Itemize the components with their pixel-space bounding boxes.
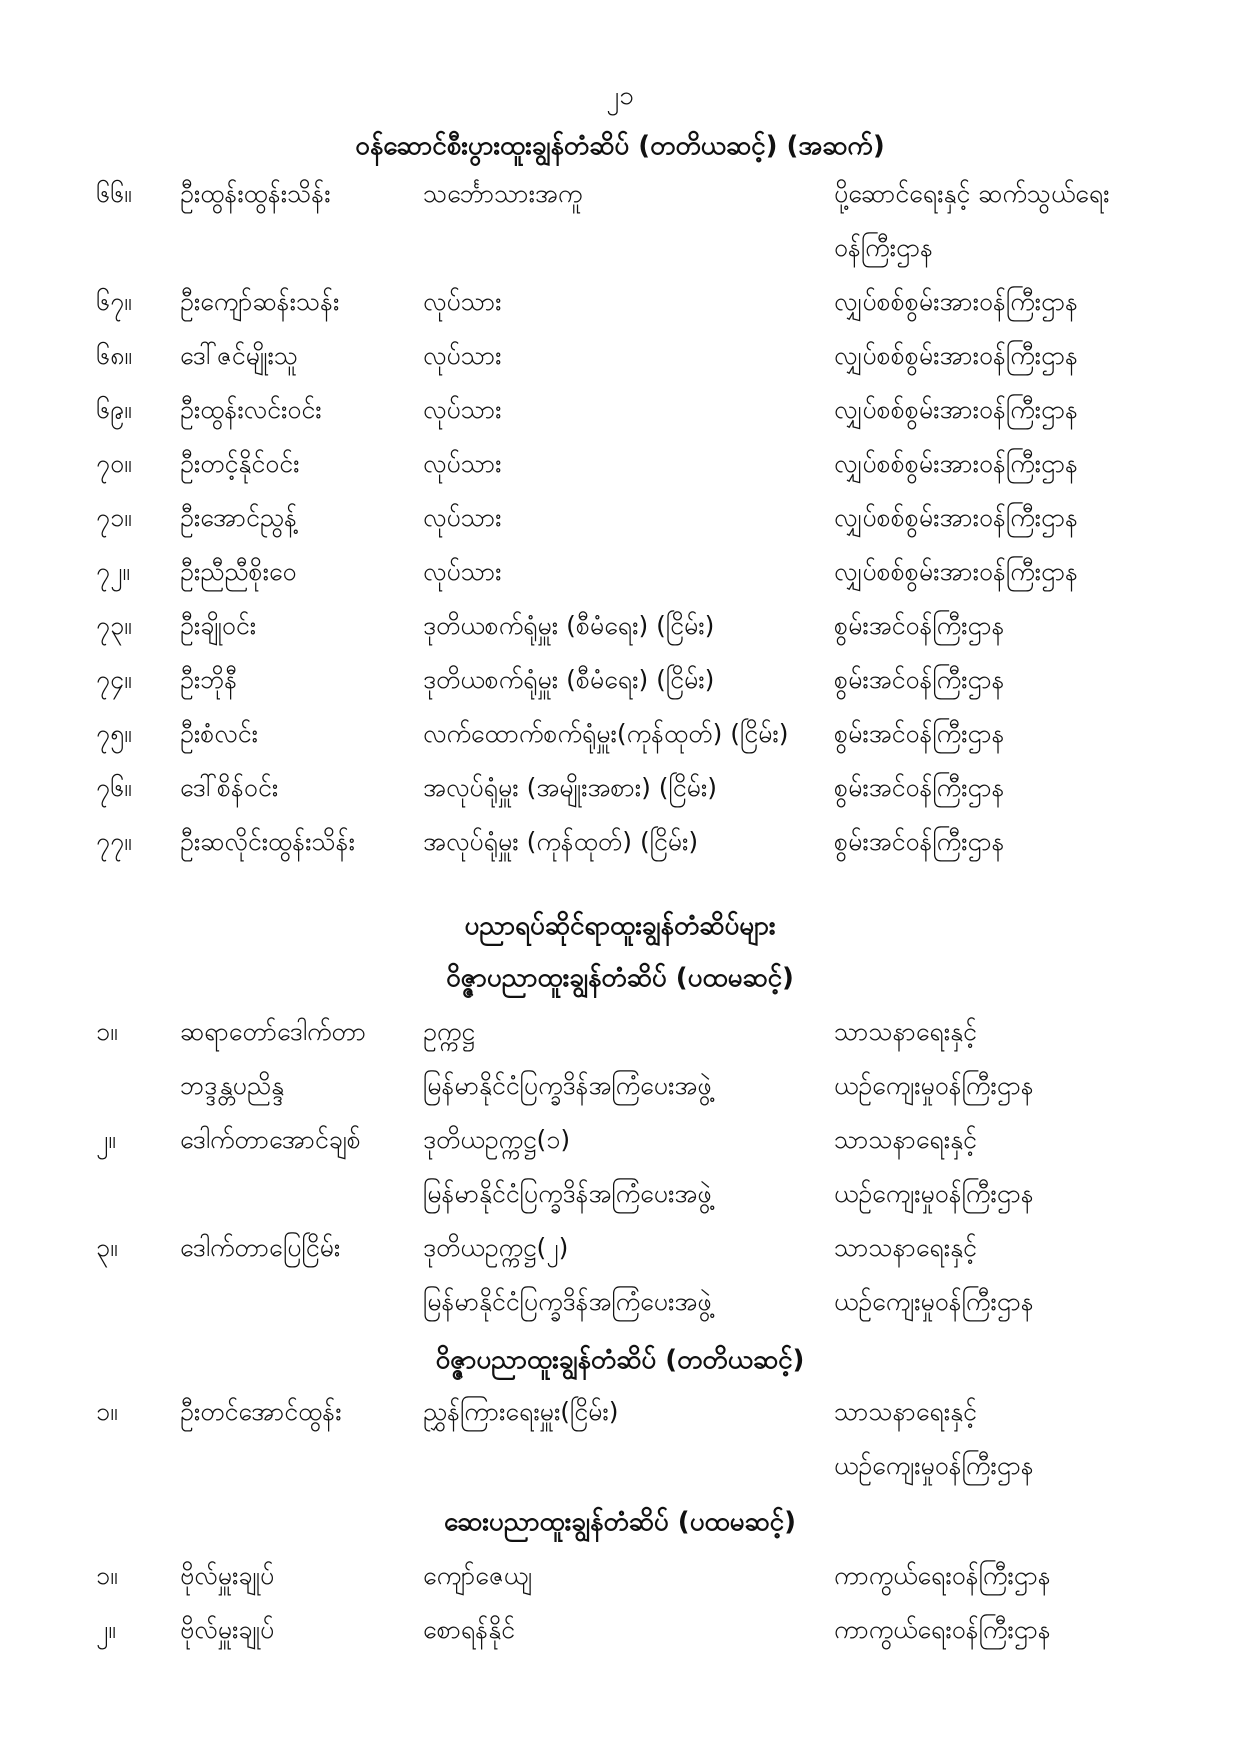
recipient-title: လုပ်သား [423,449,502,478]
section-heading-scholar-awards: ပညာရပ်ဆိုင်ရာထူးချွန်တံဆိပ်များ [464,911,776,941]
recipient-title: ကျော်ဇေယျ [423,1561,532,1590]
recipient-name: ဒေါက်တာပြေငြိမ်း [180,1233,341,1262]
table-row [0,556,1240,610]
recipient-title: ဥက္ကဋ္ဌ [423,1017,475,1046]
ministry: စွမ်းအင်ဝန်ကြီးဌာန [834,773,1005,802]
row-number: ၂။ [96,1615,116,1644]
row-number: ၇၆။ [96,773,132,802]
recipient-title: လုပ်သား [423,395,502,424]
recipient-title: မြန်မာနိုင်ငံပြက္ခဒိန်အကြံပေးအဖွဲ့ [423,1071,712,1100]
recipient-title: အလုပ်ရုံမှူး (အမျိုးအစား) (ငြိမ်း) [423,773,717,802]
row-number: ၃။ [96,1233,118,1262]
row-number: ၇၂။ [96,557,130,586]
table-row [0,1396,1240,1450]
ministry: သာသနာရေးနှင့် [834,1125,977,1154]
recipient-title: စောရန်နိုင် [423,1615,515,1644]
row-number: ၁။ [96,1397,118,1426]
recipient-name: ဒေါ်စိန်ဝင်း [180,773,279,802]
recipient-name: ဦးညီညီစိုးဝေ [180,557,297,586]
ministry: ယဉ်ကျေးမှုဝန်ကြီးဌာန [834,1451,1034,1480]
recipient-name: ဦးထွန်းထွန်းသိန်း [180,179,331,208]
table-row [0,340,1240,394]
ministry: ယဉ်ကျေးမှုဝန်ကြီးဌာန [834,1179,1034,1208]
table-row-continuation [0,1450,1240,1504]
recipient-title: ဒုတိယဥက္ကဋ္ဌ(၁) [423,1125,571,1154]
row-number: ၂။ [96,1125,116,1154]
section-heading-arts-third: ဝိဇ္ဇာပညာထူးချွန်တံဆိပ် (တတိယဆင့်) [435,1345,805,1375]
recipient-title: အလုပ်ရုံမှူး (ကုန်ထုတ်) (ငြိမ်း) [423,827,699,856]
table-row-continuation [0,1178,1240,1232]
table-row-continuation [0,1286,1240,1340]
recipient-title: လုပ်သား [423,503,502,532]
section-heading-service: ဝန်ဆောင်စီးပွားထူးချွန်တံဆိပ် (တတိယဆင့်) (အဆက်) [355,131,885,161]
recipient-name: ဘဒ္ဒန္တပညိန္ဒ [180,1071,284,1100]
ministry: ဝန်ကြီးဌာန [834,233,934,262]
table-row [0,664,1240,718]
recipient-name: ဒေါက်တာအောင်ချစ် [180,1125,361,1154]
table-row-continuation [0,1070,1240,1124]
recipient-title: မြန်မာနိုင်ငံပြက္ခဒိန်အကြံပေးအဖွဲ့ [423,1179,712,1208]
ministry: စွမ်းအင်ဝန်ကြီးဌာန [834,719,1005,748]
recipient-name: ဦးဘိုနီ [180,665,238,694]
ministry: လျှပ်စစ်စွမ်းအားဝန်ကြီးဌာန [834,395,1079,424]
recipient-name: ဦးထွန်းလင်းဝင်း [180,395,322,424]
recipient-title: လက်ထောက်စက်ရုံမှူး(ကုန်ထုတ်) (ငြိမ်း) [423,719,789,748]
row-number: ၇၇။ [96,827,132,856]
recipient-title: ဒုတိယဥက္ကဋ္ဌ(၂) [423,1233,569,1262]
row-number: ၆၉။ [96,395,132,424]
recipient-name: ဗိုလ်မှူးချုပ် [180,1615,275,1644]
recipient-name: ဒေါ်ဇင်မျိုးသူ [180,341,298,370]
recipient-title: လုပ်သား [423,341,502,370]
ministry: သာသနာရေးနှင့် [834,1397,977,1426]
recipient-name: ဆရာတော်ဒေါက်တာ [180,1017,367,1046]
ministry: ကာကွယ်ရေးဝန်ကြီးဌာန [834,1615,1051,1644]
ministry: ယဉ်ကျေးမှုဝန်ကြီးဌာန [834,1287,1034,1316]
ministry: သာသနာရေးနှင့် [834,1233,977,1262]
row-number: ၇၅။ [96,719,132,748]
row-number: ၆၆။ [96,179,132,208]
recipient-name: ဦးစံလင်း [180,719,258,748]
table-row [0,1614,1240,1668]
table-row [0,1232,1240,1286]
recipient-name: ဦးဆလိုင်းထွန်းသိန်း [180,827,355,856]
recipient-name: ဦးတင့်နိုင်ဝင်း [180,449,300,478]
ministry: ကာကွယ်ရေးဝန်ကြီးဌာန [834,1561,1051,1590]
ministry: စွမ်းအင်ဝန်ကြီးဌာန [834,665,1005,694]
ministry: လျှပ်စစ်စွမ်းအားဝန်ကြီးဌာန [834,557,1079,586]
table-row [0,826,1240,880]
recipient-title: လုပ်သား [423,557,502,586]
table-row [0,1560,1240,1614]
ministry: ယဉ်ကျေးမှုဝန်ကြီးဌာန [834,1071,1034,1100]
ministry: သာသနာရေးနှင့် [834,1017,977,1046]
table-row [0,178,1240,232]
table-row [0,718,1240,772]
ministry: လျှပ်စစ်စွမ်းအားဝန်ကြီးဌာန [834,287,1079,316]
ministry: လျှပ်စစ်စွမ်းအားဝန်ကြီးဌာန [834,449,1079,478]
ministry: စွမ်းအင်ဝန်ကြီးဌာန [834,827,1005,856]
table-row [0,1016,1240,1070]
page-number: ၂၁ [606,81,634,111]
recipient-title: ဒုတိယစက်ရုံမှူး (စီမံရေး) (ငြိမ်း) [423,611,715,640]
recipient-name: ဦးတင်အောင်ထွန်း [180,1397,342,1426]
table-row [0,1124,1240,1178]
ministry: လျှပ်စစ်စွမ်းအားဝန်ကြီးဌာန [834,341,1079,370]
row-number: ၆၇။ [96,287,132,316]
section-heading-medical-first: ဆေးပညာထူးချွန်တံဆိပ် (ပထမဆင့်) [444,1507,796,1537]
row-number: ၇၄။ [96,665,132,694]
ministry: လျှပ်စစ်စွမ်းအားဝန်ကြီးဌာန [834,503,1079,532]
table-row [0,502,1240,556]
recipient-title: ဒုတိယစက်ရုံမှူး (စီမံရေး) (ငြိမ်း) [423,665,715,694]
ministry: စွမ်းအင်ဝန်ကြီးဌာန [834,611,1005,640]
section-heading-arts-first: ဝိဇ္ဇာပညာထူးချွန်တံဆိပ် (ပထမဆင့်) [446,963,794,993]
table-row [0,610,1240,664]
recipient-name: ဦးကျော်ဆန်းသန်း [180,287,340,316]
ministry: ပို့ဆောင်ရေးနှင့် ဆက်သွယ်ရေး [834,179,1110,208]
recipient-title: ညွှန်ကြားရေးမှူး(ငြိမ်း) [423,1397,619,1426]
table-row [0,394,1240,448]
recipient-title: လုပ်သား [423,287,502,316]
row-number: ၇၃။ [96,611,132,640]
table-row [0,286,1240,340]
recipient-title: သင်္ဘောသားအကူ [423,179,583,208]
row-number: ၁။ [96,1561,118,1590]
row-number: ၇၁။ [96,503,132,532]
recipient-name: ဦးအောင်ညွန့် [180,503,298,532]
table-row-continuation [0,232,1240,286]
table-row [0,772,1240,826]
table-row [0,448,1240,502]
recipient-name: ဗိုလ်မှူးချုပ် [180,1561,275,1590]
recipient-title: မြန်မာနိုင်ငံပြက္ခဒိန်အကြံပေးအဖွဲ့ [423,1287,712,1316]
recipient-name: ဦးချိုဝင်း [180,611,257,640]
row-number: ၆၈။ [96,341,132,370]
row-number: ၇၀။ [96,449,132,478]
row-number: ၁။ [96,1017,118,1046]
